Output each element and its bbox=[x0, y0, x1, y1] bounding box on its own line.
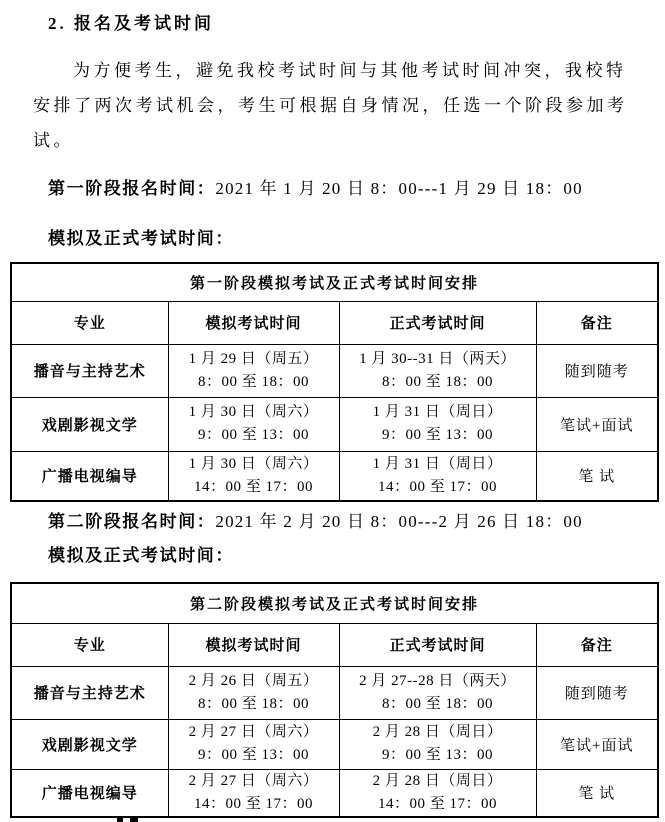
note-cell: 笔试+面试 bbox=[536, 719, 658, 769]
stage1-registration-label: 第一阶段报名时间： bbox=[48, 179, 216, 198]
column-header-note: 备注 bbox=[536, 623, 658, 666]
clipped-next-line-fragment bbox=[117, 818, 123, 822]
stage1-registration-value: 2021 年 1 月 20 日 8：00---1 月 29 日 18：00 bbox=[215, 179, 583, 198]
stage2-exam-schedule-table bbox=[10, 582, 659, 818]
note-cell: 笔 试 bbox=[536, 451, 658, 501]
formal-date: 2 月 28 日（周日） bbox=[372, 772, 503, 789]
note-cell: 随到随考 bbox=[536, 666, 658, 719]
mock-date: 1 月 30 日（周六） bbox=[188, 404, 319, 420]
table-title: 第一阶段模拟考试及正式考试时间安排 bbox=[11, 263, 658, 301]
stage2-mock-exam-label: 模拟及正式考试时间： bbox=[48, 546, 234, 565]
table-header-row bbox=[11, 301, 658, 344]
formal-time: 8：00 至 18：00 bbox=[381, 695, 493, 712]
mock-time: 9：00 至 13：00 bbox=[197, 427, 309, 443]
major-cell: 广播电视编导 bbox=[11, 451, 168, 501]
table-title-row bbox=[11, 263, 658, 301]
table-row bbox=[11, 666, 658, 719]
formal-time-cell bbox=[339, 769, 536, 817]
table-title: 第二阶段模拟考试及正式考试时间安排 bbox=[11, 583, 658, 623]
column-header-mock-time: 模拟考试时间 bbox=[168, 301, 339, 344]
table-row bbox=[11, 769, 658, 817]
formal-time-cell bbox=[339, 344, 536, 397]
mock-time-cell bbox=[168, 666, 339, 719]
table-row bbox=[11, 451, 658, 501]
formal-time: 14：00 至 17：00 bbox=[377, 795, 497, 812]
stage2-registration-time bbox=[48, 512, 583, 531]
mock-date: 2 月 27 日（周六） bbox=[188, 772, 319, 789]
column-header-mock-time: 模拟考试时间 bbox=[168, 623, 339, 666]
mock-date: 1 月 30 日（周六） bbox=[188, 455, 319, 472]
formal-time-cell bbox=[339, 719, 536, 769]
mock-time-cell bbox=[168, 451, 339, 501]
column-header-formal-time: 正式考试时间 bbox=[339, 301, 536, 344]
mock-time: 9：00 至 13：00 bbox=[197, 747, 309, 763]
stage2-registration-label: 第二阶段报名时间： bbox=[48, 512, 216, 531]
mock-time-cell bbox=[168, 344, 339, 397]
major-cell: 戏剧影视文学 bbox=[11, 397, 168, 451]
intro-line: 试。 bbox=[33, 131, 74, 150]
note-cell: 笔 试 bbox=[536, 769, 658, 817]
major-cell: 播音与主持艺术 bbox=[11, 344, 168, 397]
mock-time-cell bbox=[168, 397, 339, 451]
major-cell: 广播电视编导 bbox=[11, 769, 168, 817]
table-row bbox=[11, 719, 658, 769]
formal-time-cell bbox=[339, 666, 536, 719]
mock-time: 8：00 至 18：00 bbox=[197, 695, 309, 712]
table-row bbox=[11, 344, 658, 397]
stage1-exam-schedule-table bbox=[10, 262, 659, 502]
table-title-row bbox=[11, 583, 658, 623]
mock-date: 1 月 29 日（周五） bbox=[188, 350, 319, 367]
section-heading: 2. 报名及考试时间 bbox=[48, 14, 214, 33]
intro-line: 为方便考生，避免我校考试时间与其他考试时间冲突，我校特 bbox=[73, 61, 627, 80]
formal-date: 2 月 28 日（周日） bbox=[372, 724, 503, 740]
column-header-major: 专业 bbox=[11, 623, 168, 666]
formal-time: 9：00 至 13：00 bbox=[381, 427, 493, 443]
formal-time-cell bbox=[339, 451, 536, 501]
major-cell: 戏剧影视文学 bbox=[11, 719, 168, 769]
column-header-formal-time: 正式考试时间 bbox=[339, 623, 536, 666]
stage1-registration-time bbox=[48, 179, 583, 198]
formal-date: 1 月 30--31 日（两天） bbox=[359, 350, 516, 367]
intro-paragraph bbox=[33, 53, 634, 158]
formal-time: 9：00 至 13：00 bbox=[381, 747, 493, 763]
major-cell: 播音与主持艺术 bbox=[11, 666, 168, 719]
note-cell: 随到随考 bbox=[536, 344, 658, 397]
mock-time-cell bbox=[168, 719, 339, 769]
table-row bbox=[11, 397, 658, 451]
intro-line: 安排了两次考试机会，考生可根据自身情况，任选一个阶段参加考 bbox=[33, 96, 628, 115]
column-header-note: 备注 bbox=[536, 301, 658, 344]
stage2-registration-value: 2021 年 2 月 20 日 8：00---2 月 26 日 18：00 bbox=[215, 512, 583, 531]
mock-time: 8：00 至 18：00 bbox=[197, 373, 309, 390]
table-header-row bbox=[11, 623, 658, 666]
mock-date: 2 月 27 日（周六） bbox=[188, 724, 319, 740]
formal-date: 1 月 31 日（周日） bbox=[372, 455, 503, 472]
formal-time: 14：00 至 17：00 bbox=[377, 478, 497, 495]
formal-time-cell bbox=[339, 397, 536, 451]
mock-time: 14：00 至 17：00 bbox=[193, 795, 313, 812]
column-header-major: 专业 bbox=[11, 301, 168, 344]
formal-time: 8：00 至 18：00 bbox=[381, 373, 493, 390]
formal-date: 2 月 27--28 日（两天） bbox=[359, 672, 516, 689]
formal-date: 1 月 31 日（周日） bbox=[372, 404, 503, 420]
mock-date: 2 月 26 日（周五） bbox=[188, 672, 319, 689]
mock-time-cell bbox=[168, 769, 339, 817]
note-cell: 笔试+面试 bbox=[536, 397, 658, 451]
mock-time: 14：00 至 17：00 bbox=[193, 478, 313, 495]
clipped-next-line-fragment bbox=[130, 818, 138, 822]
stage1-mock-exam-label: 模拟及正式考试时间： bbox=[48, 229, 234, 248]
